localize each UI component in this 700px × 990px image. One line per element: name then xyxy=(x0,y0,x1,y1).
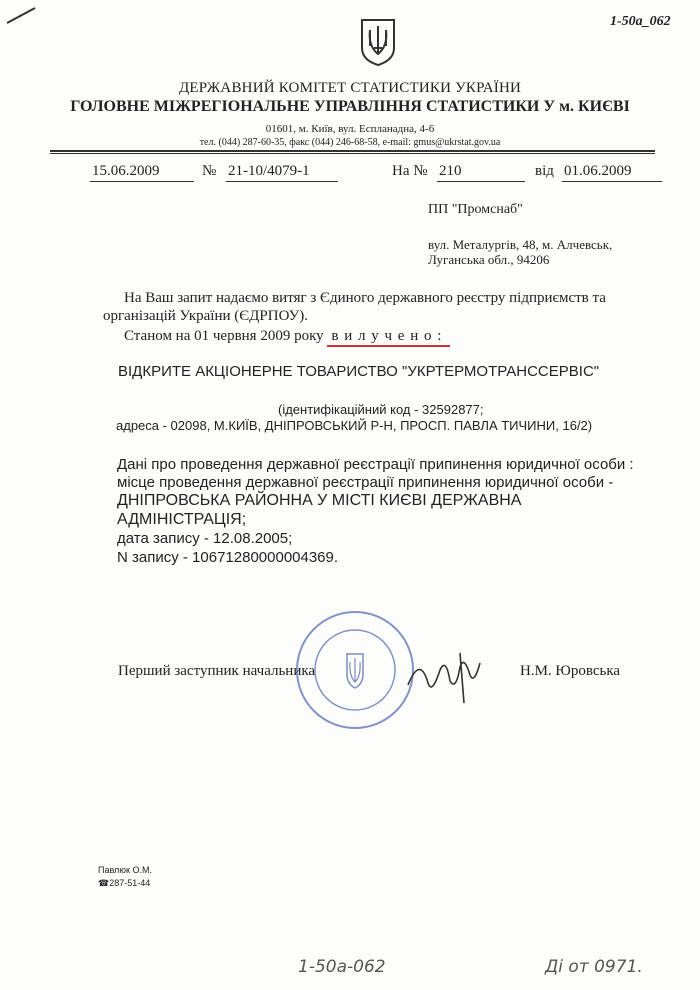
record-date: дата запису - 12.08.2005; xyxy=(117,530,293,547)
outgoing-number: 21-10/4079-1 xyxy=(226,163,338,182)
company-code: (ідентифікаційний код - 32592877; xyxy=(278,402,484,417)
termination-line4: АДМІНІСТРАЦІЯ; xyxy=(117,511,247,528)
org-name-line2: ГОЛОВНЕ МІЖРЕГІОНАЛЬНЕ УПРАВЛІННЯ СТАТИСТИКИ У м. КИЄВІ xyxy=(70,98,630,115)
company-name: ВІДКРИТЕ АКЦІОНЕРНЕ ТОВАРИСТВО "УКРТЕРМОТРАНССЕРВІС" xyxy=(118,363,600,380)
status-word: в и л у ч е н о : xyxy=(327,328,450,347)
outgoing-number-label: № xyxy=(202,163,217,179)
trident-emblem-icon xyxy=(360,18,396,66)
reply-number-label: На № xyxy=(392,163,428,179)
termination-line2: місце проведення державної реєстрації припинення юридичної особи - xyxy=(117,474,614,491)
record-number: N запису - 10671280000004369. xyxy=(117,549,339,566)
org-contacts: тел. (044) 287-60-35, факс (044) 246-68-58, e-mail: gmus@ukrstat.gov.ua xyxy=(199,137,501,148)
outgoing-date: 15.06.2009 xyxy=(90,163,194,182)
company-address: адреса - 02098, М.КИЇВ, ДНІПРОВСЬКИЙ Р-Н, ПРОСП. ПАВЛА ТИЧИНИ, 16/2) xyxy=(116,418,593,433)
header-rule-thin xyxy=(50,153,655,154)
document-reference: 1-50a_062 xyxy=(610,14,671,29)
reply-date: 01.06.2009 xyxy=(562,163,662,182)
reply-date-label: від xyxy=(535,163,554,179)
executor-name: Павлюк О.М. xyxy=(98,865,152,875)
addressee-street: вул. Металургів, 48, м. Алчевськ, xyxy=(428,237,613,252)
termination-line1: Дані про проведення державної реєстрації припинення юридичної особи : xyxy=(117,456,634,473)
status-prefix: Станом на 01 червня 2009 року xyxy=(124,328,324,344)
handwritten-note-right: Ді от 0971. xyxy=(545,957,643,977)
status-line xyxy=(124,327,450,345)
signer-position: Перший заступник начальника xyxy=(118,663,316,679)
header-rule xyxy=(50,150,655,152)
org-address: 01601, м. Київ, вул. Еспланадна, 4-6 xyxy=(265,123,435,135)
pen-mark-icon xyxy=(5,5,40,25)
addressee-region: Луганська обл., 94206 xyxy=(428,252,550,267)
body-line1: На Ваш запит надаємо витяг з Єдиного державного реєстру підприємств та xyxy=(124,290,606,306)
executor-phone: ☎287-51-44 xyxy=(98,878,151,888)
handwritten-signature-icon xyxy=(400,645,490,705)
termination-line3: ДНІПРОВСЬКА РАЙОННА У МІСТІ КИЄВІ ДЕРЖАВНА xyxy=(117,492,522,509)
signer-name: Н.М. Юровська xyxy=(520,663,621,679)
org-name-line1: ДЕРЖАВНИЙ КОМІТЕТ СТАТИСТИКИ УКРАЇНИ xyxy=(178,80,522,96)
handwritten-note-center: 1-50a-062 xyxy=(298,957,386,977)
addressee-name: ПП "Промснаб" xyxy=(428,202,523,217)
reply-number: 210 xyxy=(437,163,525,182)
body-line2: організацій України (ЄДРПОУ). xyxy=(103,308,308,324)
